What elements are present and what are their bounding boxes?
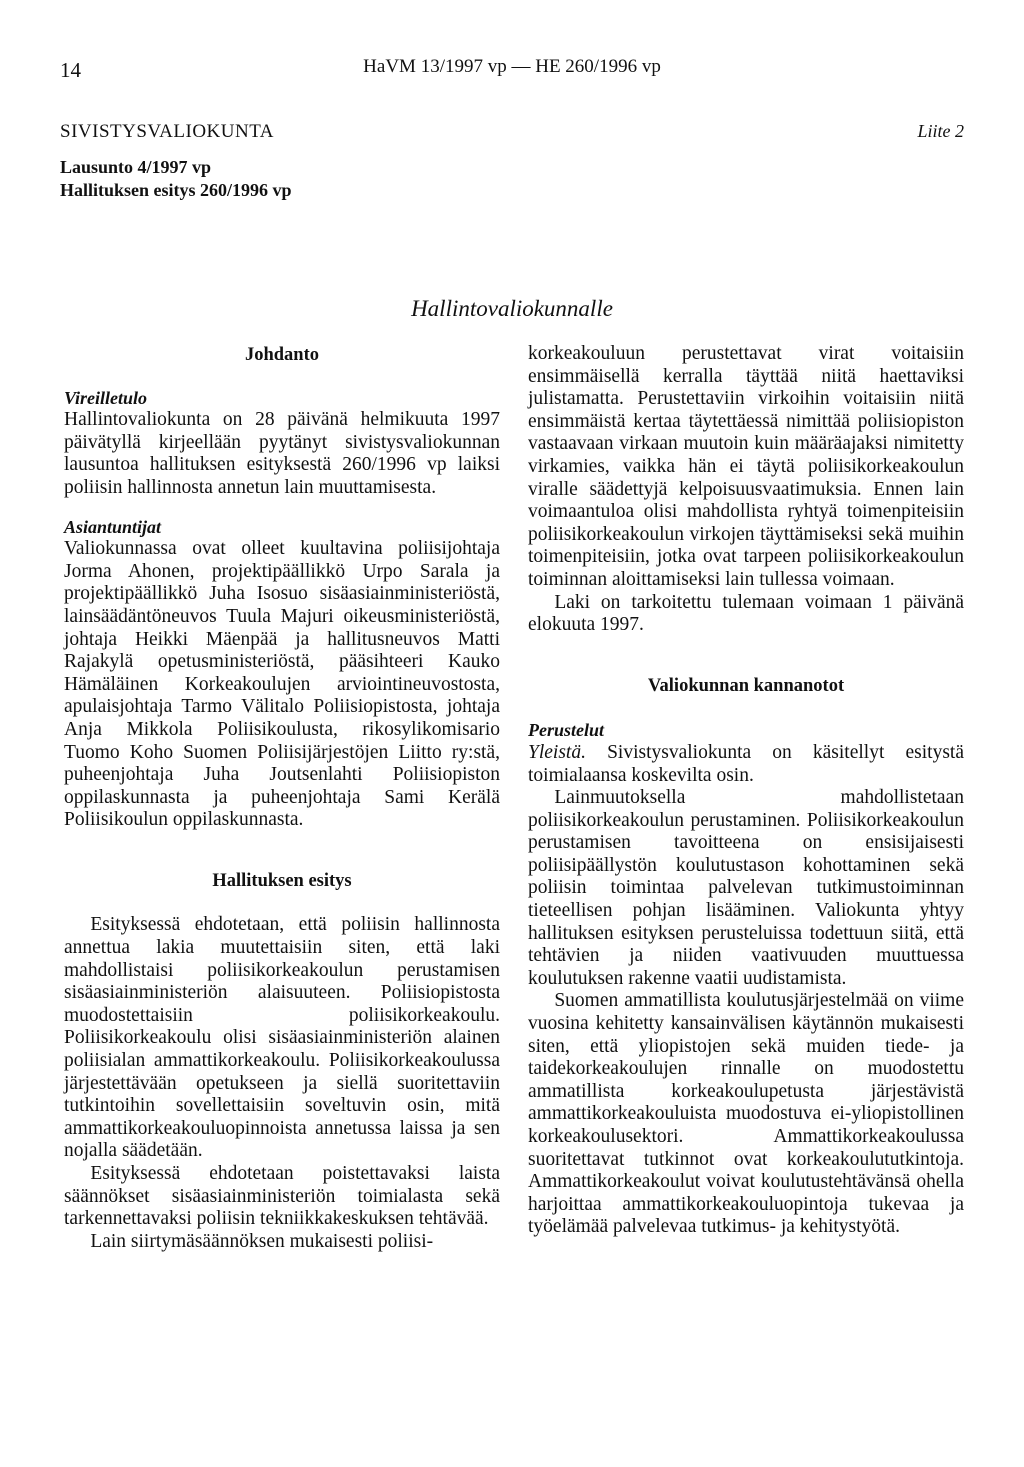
heading-introduction: Johdanto [244, 345, 320, 365]
paragraph-initiation: Hallintovaliokunta on 28 päivänä helmikuuta 1997 päivätyllä kirjeellään pyytänyt sivistysvaliokunnan lausuntoa hallituksen esityksestä 260/1996 vp laiksi poliisin hallinnosta annetun lain muuttamisesta. [64, 409, 500, 498]
paragraph-law-change: Lainmuutoksella mahdollistetaan poliisikorkeakoulun perustaminen. Poliisikorkeakoulun perustamisen tavoitteena on ensisijaisesti poliisipäällystön koulutustason kohottaminen sekä poliisin toimintaa palvelevan tutkimustoiminnan tieteellisen pohjan lisääminen. Valiokunta yhtyy hallituksen esityksen perusteluissa todettuun siitä, että tehtävien ja niiden vaativuuden muuttuessa koulutuksen rakenne vaatii uudistamista. [528, 787, 964, 989]
subheading-justification: Perustelut [528, 720, 605, 741]
right-column [528, 343, 964, 1239]
appendix-label: Liite 2 [917, 121, 964, 141]
paragraph-general [528, 742, 964, 787]
general-text: Sivistysvaliokunta on käsitellyt esitystä toimialaansa koskevilta osin. [528, 741, 964, 786]
paragraph-bill-3: Lain siirtymäsäännöksen mukaisesti poliisi- [90, 1230, 434, 1252]
subheading-experts: Asiantuntijat [64, 516, 162, 537]
running-head: HaVM 13/1997 vp — HE 260/1996 vp [363, 56, 661, 77]
statement-reference: Lausunto 4/1997 vp [60, 157, 212, 177]
subheading-initiation: Vireilletulo [64, 387, 148, 408]
committee-name: SIVISTYSVALIOKUNTA [60, 121, 275, 142]
paragraph-finnish-system: Suomen ammatillista koulutusjärjestelmää on viime vuosina kehitetty kansainvälisen käytännön mukaisesti siten, että yliopistojen sekä muiden tiede- ja taidekorkeakoulujen rinnalle on muodostettu ammatillista korkeakoulupetusta järjestävistä ammattikorkeakouluista muodostuva ei-yliopistollinen korkeakoulusektori. Ammattikorkeakoulussa suoritettavat tutkinnot ovat korkeakoulututkintoja. Ammattikorkeakoulut voivat koulutustehtävänsä ohella harjoittaa ammattikorkeakouluopintoja tukevaa ja työelämää palvelevaa tutkimus- ja kehitystyötä. [528, 990, 964, 1238]
heading-committee-positions: Valiokunnan kannanotot [647, 675, 845, 696]
page-number: 14 [60, 58, 81, 82]
paragraph-experts: Valiokunnassa ovat olleet kuultavina poliisijohtaja Jorma Ahonen, projektipäällikkö Urpo Sarala ja projektipäällikkö Juha Isosuo sisäasiainministeriöstä, lainsäädäntöneuvos Tuula Majuri oikeusministeriöstä, johtaja Heikki Mäenpää ja hallitusneuvos Matti Rajakylä opetusministeriöstä, pääsihteeri Kauko Hämäläinen Korkeakoulujen arviointineuvostosta, apulaisjohtaja Tarmo Välitalo Poliisiopistosta, johtaja Anja Mikkola Poliisikoulusta, rikosylikomisario Tuomo Koho Suomen Poliisijärjestöjen Liitto ry:stä, puheenjohtaja Juha Joutsenlahti Poliisiopiston oppilaskunnasta ja puheenjohtaja Sami Kerälä Poliisikoulun oppilaskunnasta. [64, 538, 500, 831]
bill-reference: Hallituksen esitys 260/1996 vp [60, 180, 292, 200]
left-column [64, 343, 500, 1253]
addressee: Hallintovaliokunnalle [411, 296, 613, 321]
paragraph-bill-2: Esityksessä ehdotetaan poistettavaksi laista säännökset sisäasiainministeriön toimialasta sekä tarkennettavaksi poliisin tekniikkakeskuksen tehtävää. [64, 1163, 500, 1230]
paragraph-continued: korkeakouluun perustettavat virat voitaisiin ensimmäisellä kerralla täyttää niitä haettaviksi julistamatta. Perustettaviin virkoihin voitaisiin niitä ensimmäistä kertaa täytettäessä nimittää poliisiopiston vastaavaan virkaan muutoin kuin määräajaksi nimitetty virkamies, vaikka hän ei täytä poliisikorkeakoulun viralle säädettyjä kelpoisuusvaatimuksia. Ennen lain voimaantuloa olisi mahdollista ryhtyä toimenpiteisiin poliisikorkeakoulun virkojen täyttämiseksi sekä muihin toimenpiteisiin, jotka ovat tarpeen poliisikorkeakoulun toiminnan aloittamiseksi lain tullessa voimaan. [528, 343, 964, 590]
lead-general: Yleistä. [528, 741, 586, 763]
heading-government-bill: Hallituksen esitys [212, 870, 352, 891]
paragraph-entry-into-force: Laki on tarkoitettu tulemaan voimaan 1 päivänä elokuuta 1997. [528, 591, 964, 636]
paragraph-bill-1: Esityksessä ehdotetaan, että poliisin hallinnosta annettua lakia muutettaisiin siten, että laki mahdollistaisi poliisikorkeakoulun perustamisen sisäasiainministeriön alaisuuteen. Poliisiopistosta muodostettaisiin poliisikorkeakoulu. Poliisikorkeakoulu olisi sisäasiainministeriön alainen poliisialan ammattikorkeakoulu. Poliisikorkeakoulussa järjestettävään opetukseen ja siellä suoritettaviin tutkintoihin sovellettaisiin soveltuvin osin, mitä ammattikorkeakouluopinnoista annetussa laissa ja sen nojalla säädetään. [64, 914, 500, 1162]
